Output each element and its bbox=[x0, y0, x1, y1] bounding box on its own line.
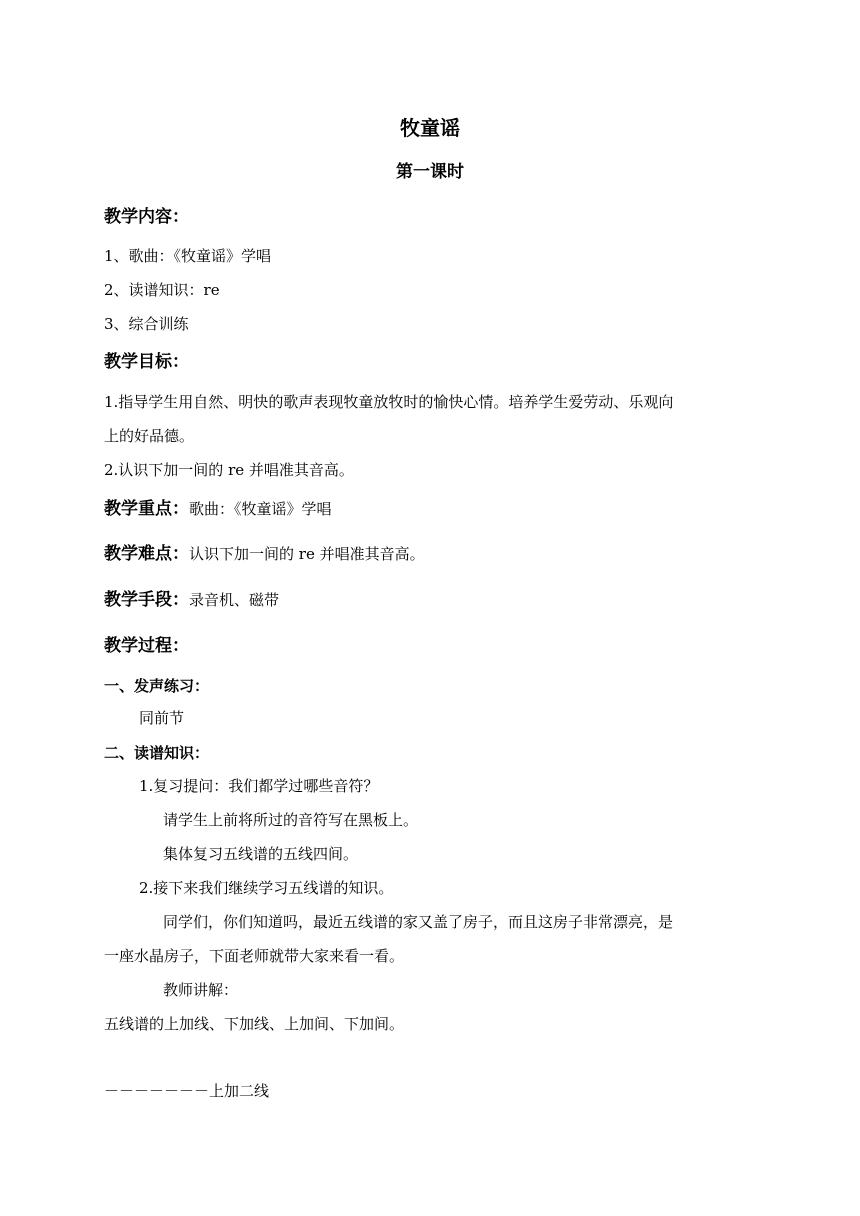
key-point-line bbox=[104, 499, 332, 519]
goals-heading: 教学目标： bbox=[104, 352, 189, 372]
process-heading: 教学过程： bbox=[104, 636, 189, 656]
section-text: 同前节 bbox=[139, 709, 185, 727]
goal-item: 1.指导学生用自然、明快的歌声表现牧童放牧时的愉快心情。培养学生爱劳动、乐观向 bbox=[104, 393, 674, 411]
content-item: 2、读谱知识：re bbox=[104, 281, 220, 299]
means-label: 教学手段： bbox=[104, 590, 189, 610]
document-subtitle: 第一课时 bbox=[396, 162, 464, 182]
content-heading: 教学内容： bbox=[104, 207, 189, 227]
key-point-label: 教学重点： bbox=[104, 499, 189, 519]
difficulty-label: 教学难点： bbox=[104, 544, 189, 564]
content-item: 3、综合训练 bbox=[104, 315, 189, 333]
goal-item: 2.认识下加一间的 re 并唱准其音高。 bbox=[104, 461, 354, 479]
question-detail: 集体复习五线谱的五线四间。 bbox=[163, 845, 359, 863]
summary-text: 五线谱的上加线、下加线、上加间、下加间。 bbox=[104, 1015, 405, 1033]
content-item: 1、歌曲：《牧童谣》学唱 bbox=[104, 247, 272, 265]
paragraph-line-continued: 一座水晶房子，下面老师就带大家来看一看。 bbox=[104, 947, 405, 965]
section-title: 一、发声练习： bbox=[104, 677, 210, 695]
difficulty-text: 认识下加一间的 re 并唱准其音高。 bbox=[189, 545, 425, 563]
teacher-explanation-label: 教师讲解： bbox=[163, 981, 239, 999]
key-point-text: 歌曲：《牧童谣》学唱 bbox=[189, 500, 332, 518]
document-title: 牧童谣 bbox=[400, 116, 460, 140]
means-text: 录音机、磁带 bbox=[189, 591, 280, 609]
section-title: 二、读谱知识： bbox=[104, 744, 210, 762]
goal-item-continued: 上的好品德。 bbox=[104, 427, 195, 445]
means-line bbox=[104, 590, 279, 610]
ledger-line-label: －－－－－－－上加二线 bbox=[104, 1082, 270, 1100]
question-item: 2.接下来我们继续学习五线谱的知识。 bbox=[139, 879, 394, 897]
difficulty-line bbox=[104, 544, 425, 564]
paragraph-line: 同学们，你们知道吗，最近五线谱的家又盖了房子，而且这房子非常漂亮，是 bbox=[163, 913, 674, 931]
question-item: 1.复习提问：我们都学过哪些音符？ bbox=[139, 777, 379, 795]
question-detail: 请学生上前将所过的音符写在黑板上。 bbox=[163, 811, 419, 829]
